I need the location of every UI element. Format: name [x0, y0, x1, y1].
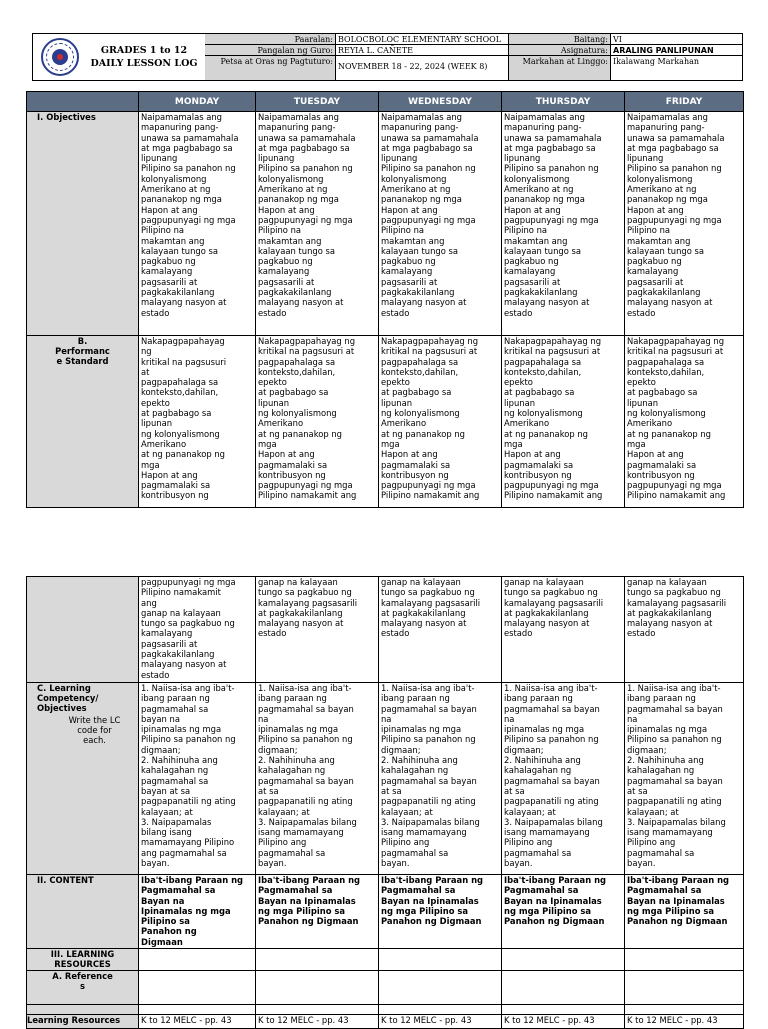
- lesson-table-page1: [26, 91, 744, 508]
- spacer-row: [27, 1005, 744, 1015]
- asignatura-value: ARALING PANLIPUNAN: [611, 45, 743, 56]
- lr-tuesday: K to 12 MELC - pp. 43: [256, 1015, 379, 1029]
- references-label: A. Reference s: [27, 971, 139, 1005]
- guro-value: REYIA L. CAÑETE: [336, 45, 509, 56]
- performance-label: B. Performanc e Standard: [27, 336, 139, 508]
- markahan-value: Ikalawang Markahan: [613, 57, 700, 66]
- day-header-wednesday: WEDNESDAY: [379, 92, 502, 112]
- lr-friday: K to 12 MELC - pp. 43: [625, 1015, 744, 1029]
- baitang-value: VI: [611, 34, 743, 45]
- markahan-label: Markahan at Linggo:: [509, 56, 611, 80]
- competency-row: [27, 683, 744, 875]
- day-header-monday: MONDAY: [139, 92, 256, 112]
- content-thursday: Iba't-ibang Paraan ng Pagmamahal sa Bayan na Ipinamalas ng mga Pilipino sa Panahon ng Digmaan: [502, 875, 625, 949]
- lr-thursday: K to 12 MELC - pp. 43: [502, 1015, 625, 1029]
- objectives-row: [27, 112, 744, 336]
- performance-continuation-row: [27, 577, 744, 683]
- content-row: [27, 875, 744, 949]
- competency-friday: 1. Naiisa-isa ang iba't- ibang paraan ng pagmamahal sa bayan na ipinamalas ng mga Pilipino sa panahon ng digmaan; 2. Nahihinuha ang kahalagahan ng pagmamahal sa bayan at sa pagpapanatili ng ating kalayaan; at 3. Naipapamalas bilang isang mamamayang Pilipino ang pagmamahal sa bayan.: [625, 683, 744, 875]
- lesson-table-page2: [26, 576, 744, 1029]
- competency-label-cell: [27, 683, 139, 875]
- performance-thursday: Nakapagpapahayag ng kritikal na pagsusuri at pagpapahalaga sa konteksto,dahilan, epekto at pagbabago sa lipunan ng kolonyalismong Amerikano at ng pananakop ng mga Hapon at ang pagmamalaki sa kontribusyon ng pagpupunyagi ng mga Pilipino namakamit ang: [502, 336, 625, 508]
- content-tuesday: Iba't-ibang Paraan ng Pagmamahal sa Bayan na Ipinamalas ng mga Pilipino sa Panahon ng Digmaan: [256, 875, 379, 949]
- resources-row: [27, 949, 744, 971]
- performance-row: [27, 336, 744, 508]
- paaralan-value: BOLOCBOLOC ELEMENTARY SCHOOL: [336, 34, 509, 45]
- continuation-tuesday: ganap na kalayaan tungo sa pagkabuo ng kamalayang pagsasarili at pagkakakilanlang malayang nasyon at estado: [256, 577, 379, 683]
- content-wednesday: Iba't-ibang Paraan ng Pagmamahal sa Bayan na Ipinamalas ng mga Pilipino sa Panahon ng Digmaan: [379, 875, 502, 949]
- petsa-label: Petsa at Oras ng Pagtuturo:: [205, 56, 336, 80]
- competency-monday: 1. Naiisa-isa ang iba't- ibang paraan ng pagmamahal sa bayan na ipinamalas ng mga Pilipino sa panahon ng digmaan; 2. Nahihinuha ang kahalagahan ng pagmamahal sa bayan at sa pagpapanatili ng ating kalayaan; at 3. Naipapamalas bilang isang mamamayang Pilipino ang pagmamahal sa bayan.: [139, 683, 256, 875]
- performance-tuesday: Nakapagpapahayag ng kritikal na pagsusuri at pagpapahalaga sa konteksto,dahilan, epekto at pagbabago sa lipunan ng kolonyalismong Amerikano at ng pananakop ng mga Hapon at ang pagmamalaki sa kontribusyon ng pagpupunyagi ng mga Pilipino namakamit ang: [256, 336, 379, 508]
- asignatura-label: Asignatura:: [509, 45, 611, 56]
- continuation-thursday: ganap na kalayaan tungo sa pagkabuo ng kamalayang pagsasarili at pagkakakilanlang malayang nasyon at estado: [502, 577, 625, 683]
- header-title-block: [33, 34, 206, 80]
- header-row-guro: [205, 45, 743, 56]
- objectives-wednesday: Naipamamalas ang mapanuring pang- unawa sa pamamahala at mga pagbabago sa lipunang Pilipino sa panahon ng kolonyalismong Amerikano at ng pananakop ng mga Hapon at ang pagpupunyagi ng mga Pilipino na makamtan ang kalayaan tungo sa pagkabuo ng kamalayang pagsasarili at pagkakakilanlang malayang nasyon at estado: [379, 112, 502, 336]
- objectives-monday: Naipamamalas ang mapanuring pang- unawa sa pamamahala at mga pagbabago sa lipunang Pilipino sa panahon ng kolonyalismong Amerikano at ng pananakop ng mga Hapon at ang pagpupunyagi ng mga Pilipino na makamtan ang kalayaan tungo sa pagkabuo ng kamalayang pagsasarili at pagkakakilanlang malayang nasyon at estado: [139, 112, 256, 336]
- day-header-tuesday: TUESDAY: [256, 92, 379, 112]
- content-label: II. CONTENT: [27, 875, 139, 949]
- document-title: GRADES 1 to 12 DAILY LESSON LOG: [90, 45, 198, 69]
- header-row-paaralan: [205, 34, 743, 45]
- objectives-friday: Naipamamalas ang mapanuring pang- unawa sa pamamahala at mga pagbabago sa lipunang Pilipino sa panahon ng kolonyalismong Amerikano at ng pananakop ng mga Hapon at ang pagpupunyagi ng mga Pilipino na makamtan ang kalayaan tungo sa pagkabuo ng kamalayang pagsasarili at pagkakakilanlang malayang nasyon at estado: [625, 112, 744, 336]
- continuation-friday: ganap na kalayaan tungo sa pagkabuo ng kamalayang pagsasarili at pagkakakilanlang malayang nasyon at estado: [625, 577, 744, 683]
- objectives-thursday: Naipamamalas ang mapanuring pang- unawa sa pamamahala at mga pagbabago sa lipunang Pilipino sa panahon ng kolonyalismong Amerikano at ng pananakop ng mga Hapon at ang pagpupunyagi ng mga Pilipino na makamtan ang kalayaan tungo sa pagkabuo ng kamalayang pagsasarili at pagkakakilanlang malayang nasyon at estado: [502, 112, 625, 336]
- dll-header: [32, 33, 743, 81]
- content-monday: Iba't-ibang Paraan ng Pagmamahal sa Bayan na Ipinamalas ng mga Pilipino sa Panahon ng Digmaan: [139, 875, 256, 949]
- performance-wednesday: Nakapagpapahayag ng kritikal na pagsusuri at pagpapahalaga sa konteksto,dahilan, epekto at pagbabago sa lipunan ng kolonyalismong Amerikano at ng pananakop ng mga Hapon at ang pagmamalaki sa kontribusyon ng pagpupunyagi ng mga Pilipino namakamit ang: [379, 336, 502, 508]
- lr-monday: K to 12 MELC - pp. 43: [139, 1015, 256, 1029]
- petsa-value: NOVEMBER 18 - 22, 2024 (WEEK 8): [336, 56, 509, 80]
- competency-wednesday: 1. Naiisa-isa ang iba't- ibang paraan ng pagmamahal sa bayan na ipinamalas ng mga Pilipino sa panahon ng digmaan; 2. Nahihinuha ang kahalagahan ng pagmamahal sa bayan at sa pagpapanatili ng ating kalayaan; at 3. Naipapamalas bilang isang mamamayang Pilipino ang pagmamahal sa bayan.: [379, 683, 502, 875]
- baitang-label: Baitang:: [509, 34, 611, 45]
- competency-thursday: 1. Naiisa-isa ang iba't- ibang paraan ng pagmamahal sa bayan na ipinamalas ng mga Pilipino sa panahon ng digmaan; 2. Nahihinuha ang kahalagahan ng pagmamahal sa bayan at sa pagpapanatili ng ating kalayaan; at 3. Naipapamalas bilang isang mamamayang Pilipino ang pagmamahal sa bayan.: [502, 683, 625, 875]
- competency-sub-label: Write the LC code for each.: [68, 715, 121, 745]
- header-row-petsa: [205, 56, 743, 80]
- day-header-row: [27, 92, 744, 112]
- continuation-monday: pagpupunyagi ng mga Pilipino namakamit ang ganap na kalayaan tungo sa pagkabuo ng kamalayang pagsasarili at pagkakakilanlang malayang nasyon at estado: [139, 577, 256, 683]
- objectives-tuesday: Naipamamalas ang mapanuring pang- unawa sa pamamahala at mga pagbabago sa lipunang Pilipino sa panahon ng kolonyalismong Amerikano at ng pananakop ng mga Hapon at ang pagpupunyagi ng mga Pilipino na makamtan ang kalayaan tungo sa pagkabuo ng kamalayang pagsasarili at pagkakakilanlang malayang nasyon at estado: [256, 112, 379, 336]
- content-friday: Iba't-ibang Paraan ng Pagmamahal sa Bayan na Ipinamalas ng mga Pilipino sa Panahon ng Digmaan: [625, 875, 744, 949]
- deped-seal-icon: [41, 38, 79, 76]
- lr-wednesday: K to 12 MELC - pp. 43: [379, 1015, 502, 1029]
- paaralan-label: Paaralan:: [205, 34, 336, 45]
- day-header-friday: FRIDAY: [625, 92, 744, 112]
- learning-resources-row: [27, 1015, 744, 1029]
- objectives-label: I. Objectives: [27, 112, 139, 336]
- performance-friday: Nakapagpapahayag ng kritikal na pagsusuri at pagpapahalaga sa konteksto,dahilan, epekto at pagbabago sa lipunan ng kolonyalismong Amerikano at ng pananakop ng mga Hapon at ang pagmamalaki sa kontribusyon ng pagpupunyagi ng mga Pilipino namakamit ang: [625, 336, 744, 508]
- references-row: [27, 971, 744, 1005]
- resources-label: III. LEARNING RESOURCES: [27, 949, 139, 971]
- continuation-wednesday: ganap na kalayaan tungo sa pagkabuo ng kamalayang pagsasarili at pagkakakilanlang malayang nasyon at estado: [379, 577, 502, 683]
- guro-label: Pangalan ng Guro:: [205, 45, 336, 56]
- learning-resources-label: Learning Resources: [27, 1015, 139, 1029]
- competency-tuesday: 1. Naiisa-isa ang iba't- ibang paraan ng pagmamahal sa bayan na ipinamalas ng mga Pilipino sa panahon ng digmaan; 2. Nahihinuha ang kahalagahan ng pagmamahal sa bayan at sa pagpapanatili ng ating kalayaan; at 3. Naipapamalas bilang isang mamamayang Pilipino ang pagmamahal sa bayan.: [256, 683, 379, 875]
- competency-label: C. Learning Competency/ Objectives: [37, 683, 99, 713]
- day-header-thursday: THURSDAY: [502, 92, 625, 112]
- performance-monday: Nakapagpapahayag ng kritikal na pagsusuri at pagpapahalaga sa konteksto,dahilan, epekto at pagbabago sa lipunan ng kolonyalismong Amerikano at ng pananakop ng mga Hapon at ang pagmamalaki sa kontribusyon ng: [139, 336, 256, 508]
